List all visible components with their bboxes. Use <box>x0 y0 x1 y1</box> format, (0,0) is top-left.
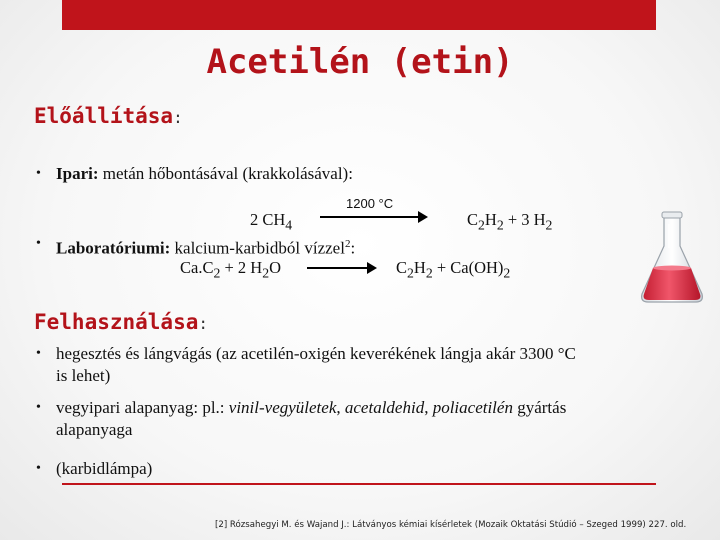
section-eloallitas-label: Előállítása <box>34 104 174 128</box>
eq2-right-sub1: 2 <box>407 265 414 281</box>
lab-colon: : <box>350 238 356 258</box>
eq1-right-sub2: 2 <box>496 217 504 233</box>
eq1-left <box>250 210 292 233</box>
use2-sep2: , <box>424 398 433 417</box>
eq1-arrow-icon <box>320 216 426 218</box>
bullet-dot-icon: • <box>36 461 41 476</box>
eq2-right-b: H <box>413 258 426 277</box>
section-colon: : <box>198 314 209 333</box>
use1-line2: is lehet) <box>56 366 111 385</box>
lab-bold: Laboratóriumi: <box>56 238 171 258</box>
eq2-left <box>180 258 281 281</box>
eq1-right-sub3: 2 <box>545 217 553 233</box>
bullet-ipari-text <box>56 163 353 185</box>
use2-line2: alapanyaga <box>56 420 133 439</box>
section-felhasznalas-label: Felhasználása <box>34 310 199 334</box>
ipari-rest: metán hőbontásával (krakkolásával): <box>98 164 353 183</box>
eq1-right-a: C <box>467 210 479 229</box>
eq2-left-sub1: 2 <box>213 265 221 281</box>
eq2-right-c: + Ca(OH) <box>432 258 504 277</box>
section-colon: : <box>173 108 183 127</box>
bullet-lab-text <box>56 233 355 260</box>
eq2-right-sub3: 2 <box>503 265 511 281</box>
section-heading-eloallitas <box>34 104 183 128</box>
use2-a: vegyipari alapanyag: pl.: <box>56 398 229 417</box>
bullet-dot-icon: • <box>36 236 41 251</box>
eq2-right <box>396 258 510 281</box>
top-accent-bar <box>62 0 656 30</box>
bullet-dot-icon: • <box>36 400 41 415</box>
eq1-left-text: 2 CH <box>250 210 286 229</box>
use2-line1 <box>56 397 566 419</box>
bottom-divider <box>62 483 656 485</box>
eq2-arrow-icon <box>307 267 375 269</box>
eq2-left-a: Ca.C <box>180 258 214 277</box>
use3-text: (karbidlámpa) <box>56 459 153 478</box>
eq2-right-sub2: 2 <box>425 265 433 281</box>
eq2-left-b: + 2 H <box>220 258 263 277</box>
slide-title: Acetilén (etin) <box>206 42 514 82</box>
use2-poliacetilen: poliacetilén <box>432 398 513 417</box>
eq1-right-sub1: 2 <box>478 217 485 233</box>
bullet-dot-icon: • <box>36 166 41 181</box>
eq1-right-c: + 3 H <box>503 210 546 229</box>
use2-sep1: , <box>336 398 345 417</box>
eq1-temperature: 1200 °C <box>346 196 394 211</box>
footnote-reference: [2] Rózsahegyi M. és Wajand J.: Látványos kémiai kísérletek (Mozaik Oktatási Stúdió – Szeged 1999) 227. old. <box>215 520 687 530</box>
lab-footnote-ref: 2 <box>344 238 351 250</box>
eq2-left-sub2: 2 <box>262 265 270 281</box>
ipari-bold: Ipari: <box>56 164 99 183</box>
eq2-right-a: C <box>396 258 408 277</box>
bullet-dot-icon: • <box>36 346 41 361</box>
use1-line1: hegesztés és lángvágás (az acetilén-oxigén keverékének lángja akár 3300 °C <box>56 344 576 363</box>
erlenmeyer-flask-icon <box>636 208 708 308</box>
section-heading-felhasznalas <box>34 310 208 334</box>
eq1-right-b: H <box>484 210 497 229</box>
use2-acetaldehid: acetaldehid <box>344 398 425 417</box>
lab-rest: kalcium-karbidból vízzel <box>170 238 345 258</box>
eq1-right <box>467 210 552 233</box>
eq2-left-c: O <box>269 258 281 277</box>
use2-vinil: vinil-vegyületek <box>228 398 337 417</box>
eq1-left-sub: 4 <box>285 217 293 233</box>
use2-gyartas: gyártás <box>512 398 567 417</box>
